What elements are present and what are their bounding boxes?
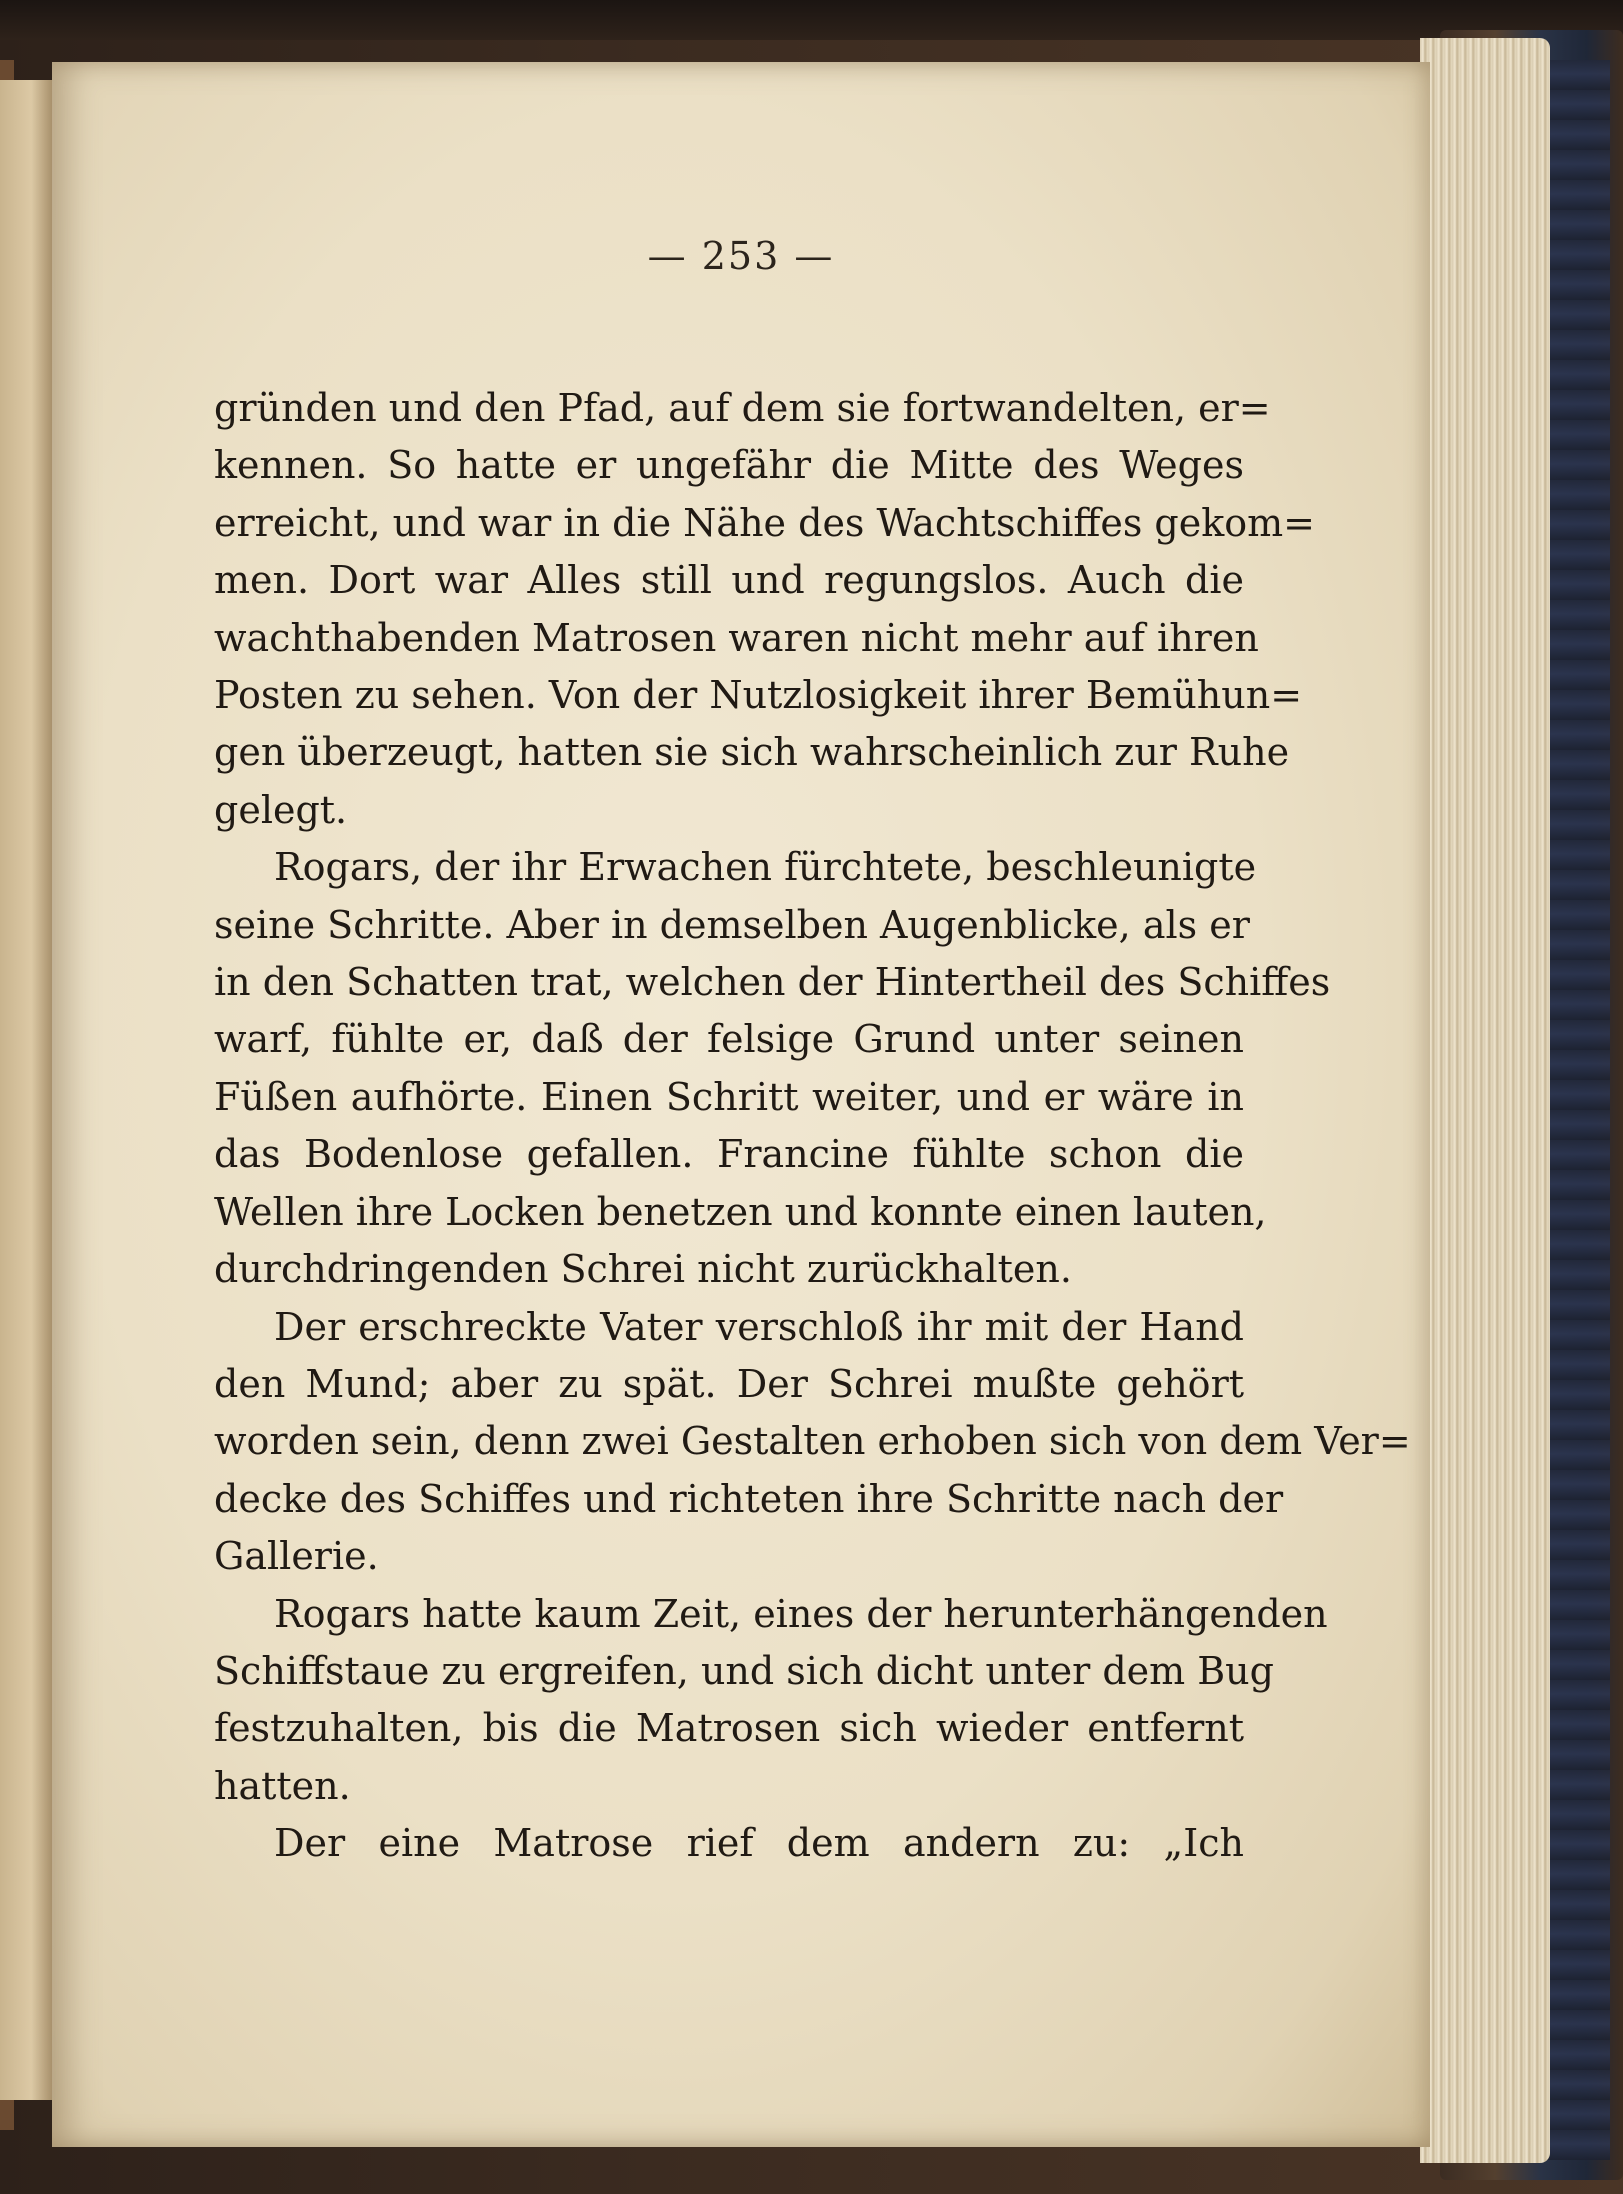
text-line: Wellen ihre Locken benetzen und konnte einen lauten, [214, 1189, 1267, 1234]
paragraph-2 [214, 839, 1331, 1298]
previous-page-sliver [0, 80, 54, 2100]
paragraph-4 [214, 1586, 1328, 1816]
text-line: hatten. [214, 1763, 351, 1808]
text-line: gründen und den Pfad, auf dem sie fortwandelten, er= [214, 386, 1271, 430]
text-line: warf, fühlte er, daß der felsige Grund unter seinen [214, 1017, 1244, 1062]
paragraph-5 [214, 1815, 1244, 1872]
text-line: das Bodenlose gefallen. Francine fühlte schon die [214, 1132, 1244, 1177]
text-line: festzuhalten, bis die Matrosen sich wieder entfernt [214, 1706, 1244, 1751]
text-line: Rogars, der ihr Erwachen fürchtete, beschleunigte [274, 845, 1257, 890]
text-line: Schiffstaue zu ergreifen, und sich dicht unter dem Bug [214, 1648, 1274, 1693]
text-line: gelegt. [214, 787, 348, 832]
text-line: decke des Schiffes und richteten ihre Schritte nach der [214, 1476, 1284, 1521]
body-text [214, 380, 1411, 1873]
text-line: Gallerie. [214, 1534, 379, 1579]
text-line: in den Schatten trat, welchen der Hintertheil des Schiffes [214, 960, 1331, 1005]
paragraph-3 [214, 1299, 1411, 1586]
text-line: Füßen aufhörte. Einen Schritt weiter, und er wäre in [214, 1074, 1244, 1119]
text-line: Rogars hatte kaum Zeit, eines der herunterhängenden [274, 1591, 1328, 1636]
text-line: Der erschreckte Vater verschloß ihr mit der Hand [274, 1304, 1244, 1349]
text-line: gen überzeugt, hatten sie sich wahrscheinlich zur Ruhe [214, 730, 1290, 775]
text-line: erreicht, und war in die Nähe des Wachtschiffes gekom= [214, 500, 1316, 545]
text-line: den Mund; aber zu spät. Der Schrei mußte gehört [214, 1361, 1244, 1406]
page-number: — 253 — [647, 234, 835, 278]
text-line: men. Dort war Alles still und regungslos. Auch die [214, 558, 1244, 603]
text-line: wachthabenden Matrosen waren nicht mehr auf ihren [214, 615, 1259, 660]
text-line: Posten zu sehen. Von der Nutzlosigkeit ihrer Bemühun= [214, 673, 1303, 718]
text-line: durchdringenden Schrei nicht zurückhalten. [214, 1247, 1072, 1292]
text-line: worden sein, denn zwei Gestalten erhoben sich von dem Ver= [214, 1419, 1411, 1464]
page-stack-edges [1420, 38, 1550, 2163]
back-cover-edge [1540, 60, 1610, 2160]
text-line: kennen. So hatte er ungefähr die Mitte des Weges [214, 443, 1244, 488]
text-line: seine Schritte. Aber in demselben Augenblicke, als er [214, 902, 1250, 947]
book-page [52, 62, 1430, 2147]
paragraph-1 [214, 380, 1316, 839]
scan-background-top [0, 0, 1623, 40]
text-line: Der eine Matrose rief dem andern zu: „Ich [274, 1821, 1244, 1866]
